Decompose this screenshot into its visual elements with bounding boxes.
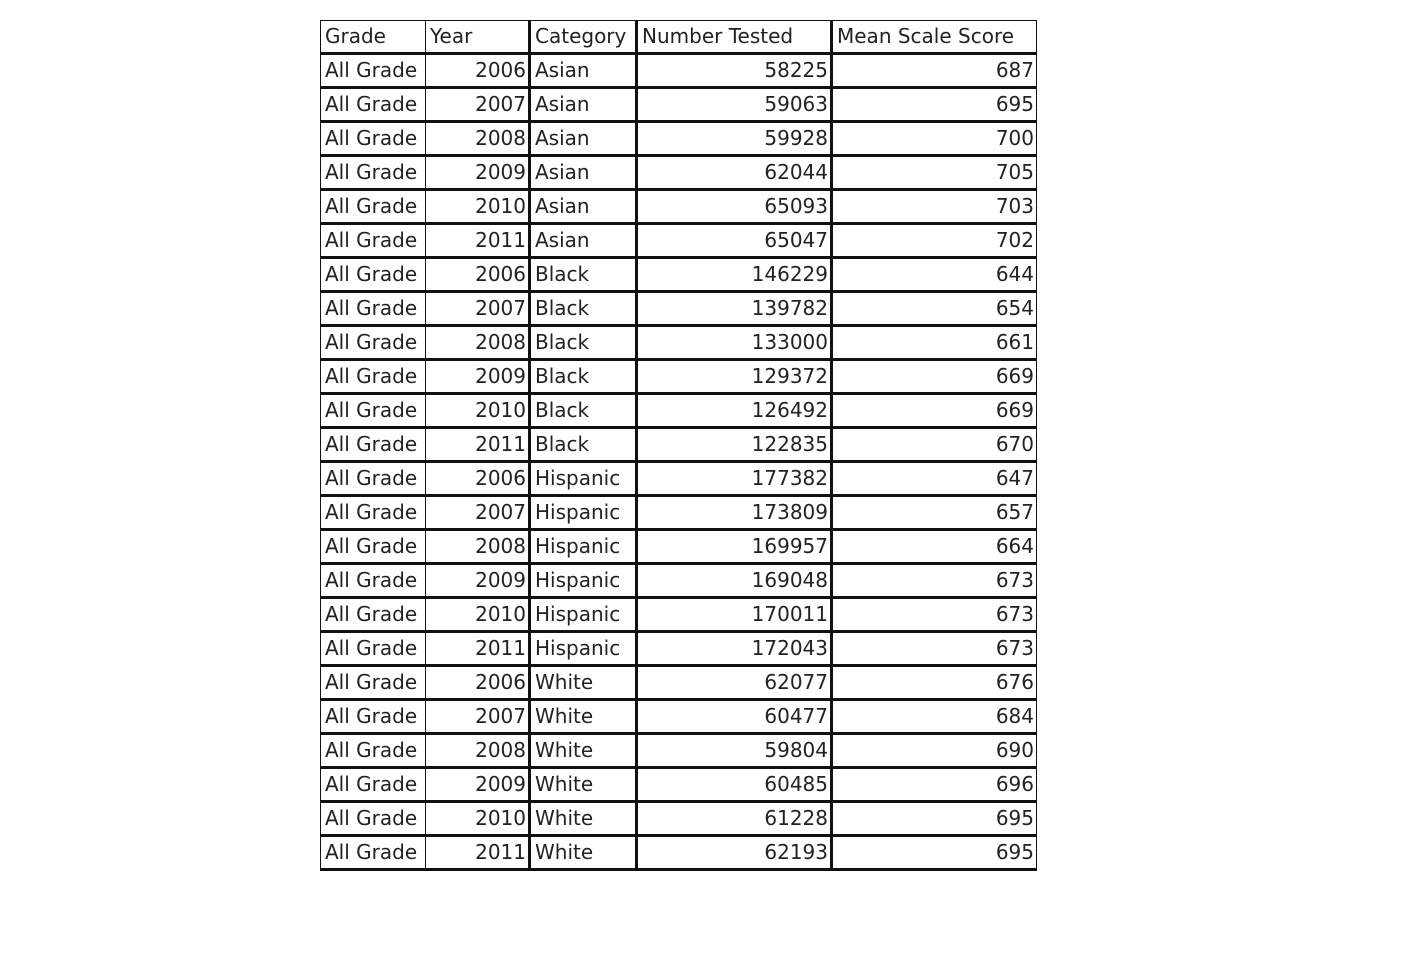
cell-year: 2008 (426, 122, 530, 156)
table-row (321, 394, 1037, 428)
cell-mean-scale-score: 673 (832, 598, 1037, 632)
table-row (321, 734, 1037, 768)
cell-grade: All Grade (321, 564, 426, 598)
cell-grade: All Grade (321, 598, 426, 632)
cell-number-tested: 62193 (637, 836, 832, 870)
cell-mean-scale-score: 664 (832, 530, 1037, 564)
cell-year: 2011 (426, 224, 530, 258)
table-row (321, 462, 1037, 496)
cell-category: Black (530, 292, 637, 326)
table-row (321, 54, 1037, 88)
cell-category: White (530, 700, 637, 734)
cell-number-tested: 60485 (637, 768, 832, 802)
cell-mean-scale-score: 684 (832, 700, 1037, 734)
cell-grade: All Grade (321, 802, 426, 836)
header-number-tested: Number Tested (637, 21, 832, 54)
cell-number-tested: 146229 (637, 258, 832, 292)
cell-category: Hispanic (530, 462, 637, 496)
cell-number-tested: 129372 (637, 360, 832, 394)
cell-category: Black (530, 326, 637, 360)
cell-number-tested: 65047 (637, 224, 832, 258)
cell-mean-scale-score: 703 (832, 190, 1037, 224)
cell-number-tested: 173809 (637, 496, 832, 530)
cell-number-tested: 139782 (637, 292, 832, 326)
table-row (321, 700, 1037, 734)
cell-mean-scale-score: 696 (832, 768, 1037, 802)
cell-number-tested: 169957 (637, 530, 832, 564)
cell-category: Hispanic (530, 530, 637, 564)
cell-year: 2009 (426, 156, 530, 190)
cell-number-tested: 62077 (637, 666, 832, 700)
cell-mean-scale-score: 702 (832, 224, 1037, 258)
cell-grade: All Grade (321, 530, 426, 564)
cell-grade: All Grade (321, 156, 426, 190)
table-row (321, 836, 1037, 870)
cell-grade: All Grade (321, 258, 426, 292)
cell-grade: All Grade (321, 224, 426, 258)
cell-number-tested: 60477 (637, 700, 832, 734)
cell-grade: All Grade (321, 394, 426, 428)
cell-category: Hispanic (530, 496, 637, 530)
cell-year: 2007 (426, 496, 530, 530)
cell-category: Asian (530, 54, 637, 88)
cell-grade: All Grade (321, 88, 426, 122)
data-table (320, 20, 1037, 871)
cell-grade: All Grade (321, 326, 426, 360)
cell-category: Black (530, 360, 637, 394)
cell-number-tested: 65093 (637, 190, 832, 224)
cell-category: White (530, 734, 637, 768)
cell-grade: All Grade (321, 666, 426, 700)
table-row (321, 632, 1037, 666)
cell-mean-scale-score: 705 (832, 156, 1037, 190)
table-row (321, 258, 1037, 292)
cell-mean-scale-score: 673 (832, 632, 1037, 666)
cell-grade: All Grade (321, 632, 426, 666)
table-row (321, 292, 1037, 326)
cell-mean-scale-score: 647 (832, 462, 1037, 496)
cell-grade: All Grade (321, 54, 426, 88)
cell-year: 2010 (426, 394, 530, 428)
cell-category: White (530, 802, 637, 836)
cell-grade: All Grade (321, 190, 426, 224)
cell-year: 2008 (426, 530, 530, 564)
cell-mean-scale-score: 690 (832, 734, 1037, 768)
cell-year: 2010 (426, 598, 530, 632)
cell-category: White (530, 666, 637, 700)
table-row (321, 666, 1037, 700)
cell-category: Asian (530, 224, 637, 258)
cell-year: 2009 (426, 564, 530, 598)
cell-mean-scale-score: 687 (832, 54, 1037, 88)
cell-number-tested: 59928 (637, 122, 832, 156)
cell-category: White (530, 768, 637, 802)
table-row (321, 360, 1037, 394)
header-row (321, 21, 1037, 54)
cell-mean-scale-score: 695 (832, 802, 1037, 836)
table-row (321, 326, 1037, 360)
cell-category: Asian (530, 122, 637, 156)
header-grade: Grade (321, 21, 426, 54)
cell-mean-scale-score: 676 (832, 666, 1037, 700)
table-row (321, 598, 1037, 632)
cell-year: 2006 (426, 54, 530, 88)
cell-grade: All Grade (321, 768, 426, 802)
cell-category: Asian (530, 156, 637, 190)
cell-category: Asian (530, 190, 637, 224)
cell-year: 2006 (426, 666, 530, 700)
cell-grade: All Grade (321, 836, 426, 870)
cell-mean-scale-score: 670 (832, 428, 1037, 462)
cell-year: 2011 (426, 632, 530, 666)
cell-number-tested: 169048 (637, 564, 832, 598)
cell-category: Asian (530, 88, 637, 122)
cell-category: Black (530, 394, 637, 428)
cell-year: 2010 (426, 802, 530, 836)
cell-category: Black (530, 428, 637, 462)
cell-year: 2006 (426, 258, 530, 292)
table-row (321, 224, 1037, 258)
cell-number-tested: 61228 (637, 802, 832, 836)
table-row (321, 530, 1037, 564)
cell-year: 2011 (426, 836, 530, 870)
cell-mean-scale-score: 695 (832, 836, 1037, 870)
cell-mean-scale-score: 695 (832, 88, 1037, 122)
cell-number-tested: 59804 (637, 734, 832, 768)
cell-mean-scale-score: 644 (832, 258, 1037, 292)
cell-number-tested: 59063 (637, 88, 832, 122)
table-row (321, 564, 1037, 598)
cell-mean-scale-score: 654 (832, 292, 1037, 326)
cell-mean-scale-score: 657 (832, 496, 1037, 530)
cell-year: 2011 (426, 428, 530, 462)
table-row (321, 122, 1037, 156)
table-row (321, 496, 1037, 530)
cell-category: White (530, 836, 637, 870)
cell-category: Hispanic (530, 598, 637, 632)
cell-number-tested: 172043 (637, 632, 832, 666)
cell-grade: All Grade (321, 462, 426, 496)
cell-category: Hispanic (530, 564, 637, 598)
cell-year: 2008 (426, 326, 530, 360)
cell-mean-scale-score: 661 (832, 326, 1037, 360)
cell-year: 2007 (426, 700, 530, 734)
cell-category: Hispanic (530, 632, 637, 666)
cell-number-tested: 133000 (637, 326, 832, 360)
cell-year: 2007 (426, 292, 530, 326)
cell-grade: All Grade (321, 428, 426, 462)
table-row (321, 768, 1037, 802)
cell-mean-scale-score: 673 (832, 564, 1037, 598)
cell-grade: All Grade (321, 496, 426, 530)
cell-grade: All Grade (321, 360, 426, 394)
cell-mean-scale-score: 669 (832, 394, 1037, 428)
cell-year: 2008 (426, 734, 530, 768)
cell-grade: All Grade (321, 734, 426, 768)
cell-number-tested: 177382 (637, 462, 832, 496)
table-row (321, 88, 1037, 122)
cell-category: Black (530, 258, 637, 292)
header-mean-scale-score: Mean Scale Score (832, 21, 1037, 54)
header-category: Category (530, 21, 637, 54)
table-row (321, 428, 1037, 462)
cell-grade: All Grade (321, 292, 426, 326)
cell-grade: All Grade (321, 122, 426, 156)
cell-year: 2009 (426, 360, 530, 394)
cell-number-tested: 170011 (637, 598, 832, 632)
cell-grade: All Grade (321, 700, 426, 734)
header-year: Year (426, 21, 530, 54)
cell-number-tested: 58225 (637, 54, 832, 88)
table-body (321, 54, 1037, 870)
cell-year: 2007 (426, 88, 530, 122)
table-row (321, 190, 1037, 224)
cell-year: 2010 (426, 190, 530, 224)
cell-year: 2009 (426, 768, 530, 802)
cell-number-tested: 62044 (637, 156, 832, 190)
cell-year: 2006 (426, 462, 530, 496)
cell-number-tested: 126492 (637, 394, 832, 428)
cell-mean-scale-score: 700 (832, 122, 1037, 156)
cell-number-tested: 122835 (637, 428, 832, 462)
table-row (321, 156, 1037, 190)
cell-mean-scale-score: 669 (832, 360, 1037, 394)
table-row (321, 802, 1037, 836)
